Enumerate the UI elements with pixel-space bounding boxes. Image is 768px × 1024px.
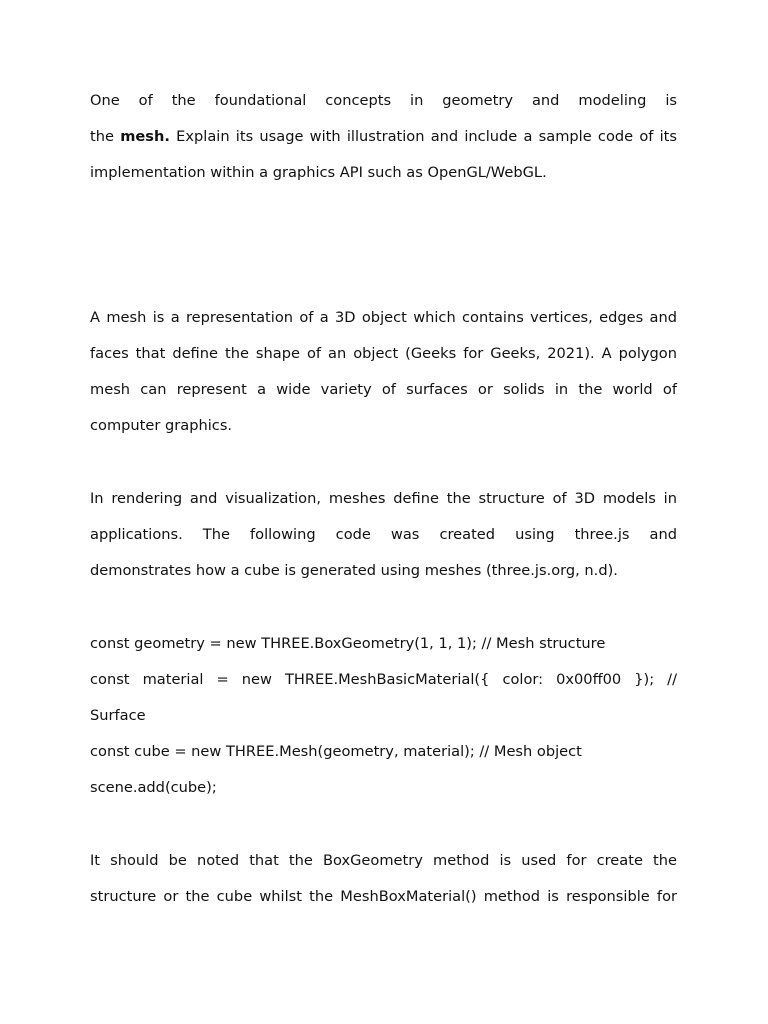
question-line-3: implementation within a graphics API such as OpenGL/WebGL. [90,164,547,181]
answer-p2-line-3: demonstrates how a cube is generated using meshes (three.js.org, n.d). [90,562,618,579]
mesh-bold-term: mesh. [120,128,170,145]
answer-p2-line-1: In rendering and visualization, meshes define the structure of 3D models in [90,490,677,507]
answer-p2-line-2: applications. The following code was created using three.js and [90,526,677,543]
code-line-5: scene.add(cube); [90,779,217,796]
question-line-2-rest: Explain its usage with illustration and include a sample code of its [176,128,678,145]
code-line-4: const cube = new THREE.Mesh(geometry, material); // Mesh object [90,743,582,760]
answer-p1-line-2: faces that define the shape of an object (Geeks for Geeks, 2021). A polygon [90,345,677,362]
answer-p1-line-1: A mesh is a representation of a 3D object which contains vertices, edges and [90,309,677,326]
code-line-2: const material = new THREE.MeshBasicMaterial({ color: 0x00ff00 }); // [90,671,677,688]
code-line-1: const geometry = new THREE.BoxGeometry(1, 1, 1); // Mesh structure [90,635,606,652]
code-line-3: Surface [90,707,146,724]
answer-p3-line-1: It should be noted that the BoxGeometry method is used for create the [90,852,677,869]
answer-p1-line-3: mesh can represent a wide variety of surfaces or solids in the world of [90,381,677,398]
answer-p1-line-4: computer graphics. [90,417,233,434]
question-line-2 [90,127,677,147]
question-line-2-prefix: the [90,128,114,145]
question-line-1: One of the foundational concepts in geometry and modeling is [90,92,677,109]
answer-p3-line-2: structure or the cube whilst the MeshBoxMaterial() method is responsible for [90,888,677,905]
